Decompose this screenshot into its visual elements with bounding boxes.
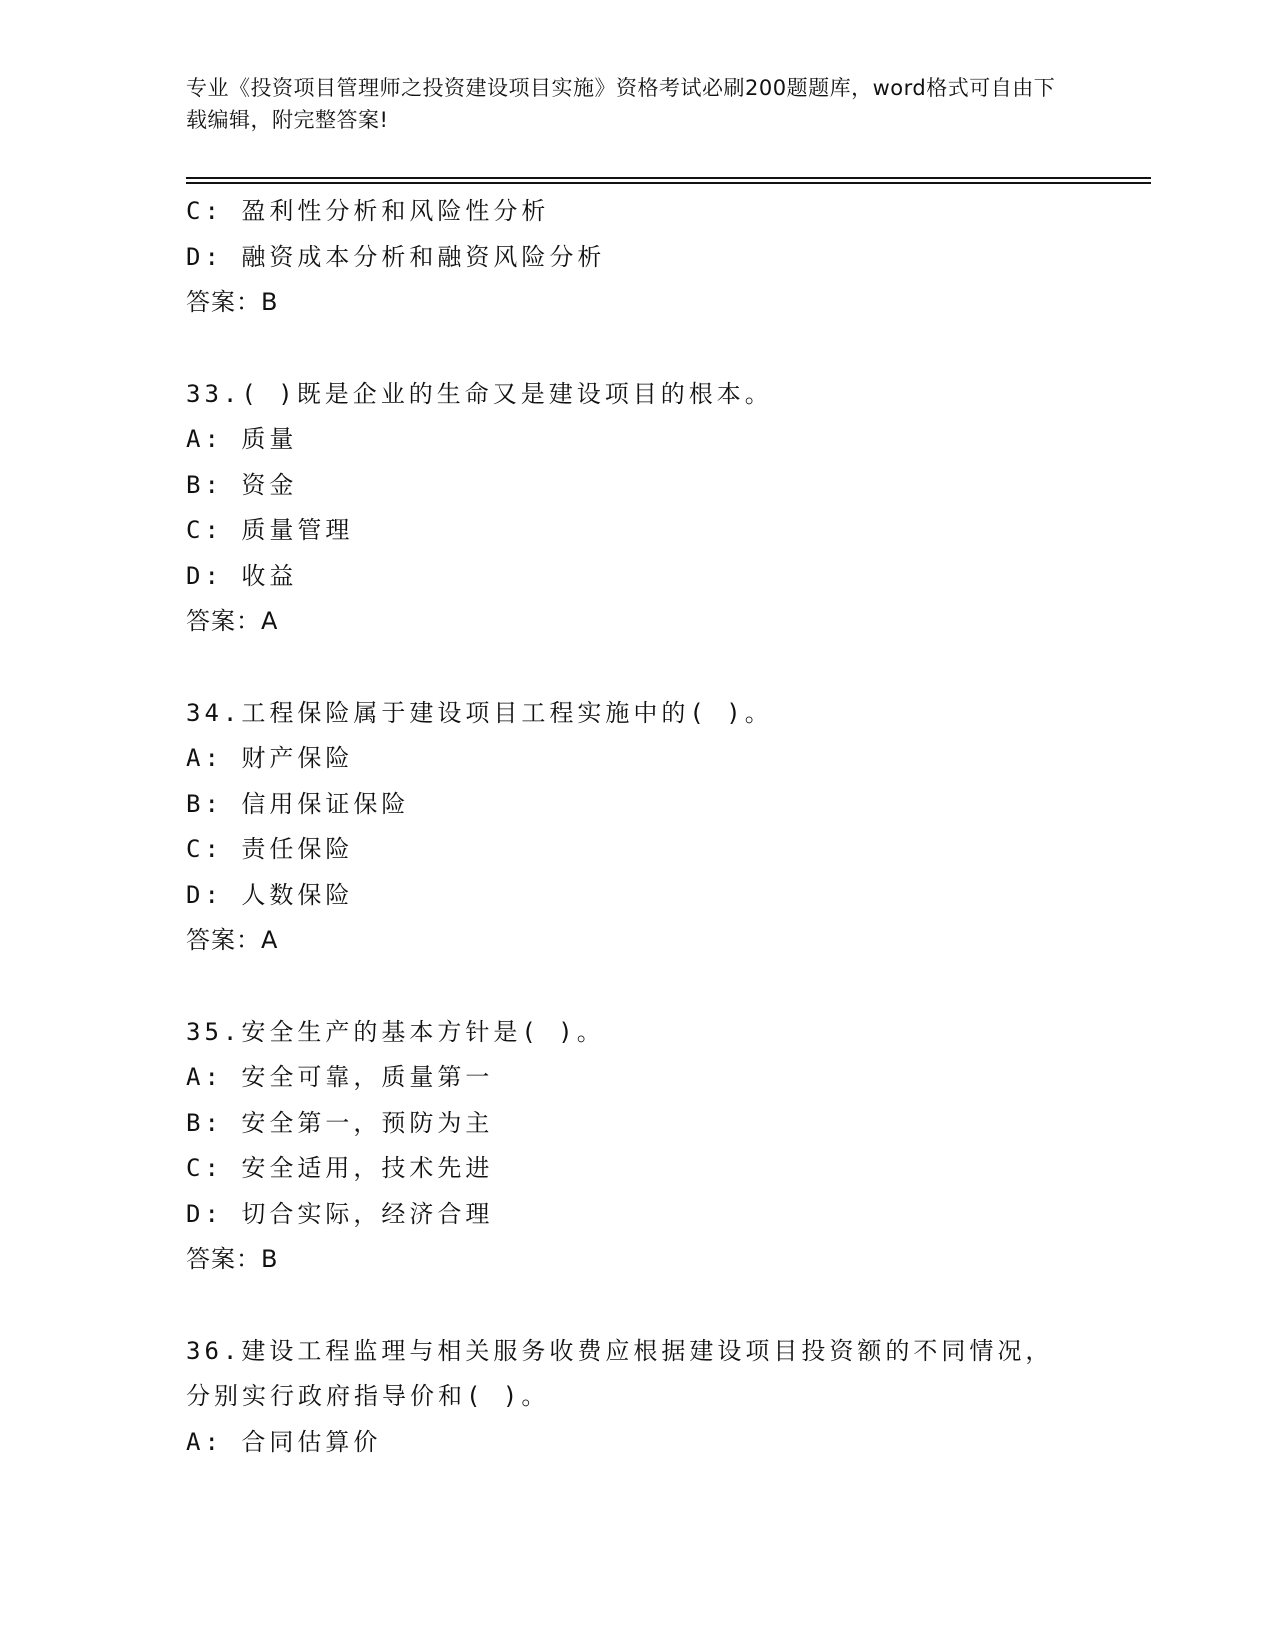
spacer — [186, 964, 1086, 1010]
option-d: D: 融资成本分析和融资风险分析 — [186, 242, 606, 271]
option-c: C: 质量管理 — [186, 516, 354, 544]
spacer — [186, 326, 1086, 372]
answer: 答案：B — [186, 1245, 279, 1273]
option-a: A: 质量 — [186, 425, 298, 453]
option-d: D: 收益 — [186, 561, 298, 590]
option-c: C: 安全适用，技术先进 — [186, 1154, 494, 1182]
option-c: C: 责任保险 — [186, 835, 354, 863]
answer: 答案：A — [186, 607, 279, 635]
header-rule-bottom — [186, 182, 1151, 184]
header-rule-top — [186, 177, 1151, 179]
question-stem: 33.( )既是企业的生命又是建设项目的根本。 — [186, 379, 773, 408]
spacer — [186, 645, 1086, 691]
option-b: B: 信用保证保险 — [186, 789, 410, 818]
option-c: C: 盈利性分析和风险性分析 — [186, 197, 550, 225]
answer: 答案：B — [186, 288, 279, 316]
document-header: 专业《投资项目管理师之投资建设项目实施》资格考试必刷200题题库，word格式可自由下载编辑，附完整答案! — [186, 76, 1056, 132]
option-b: B: 资金 — [186, 470, 298, 499]
option-a: A: 财产保险 — [186, 744, 354, 772]
question-34 — [186, 691, 1086, 964]
question-32-continuation — [186, 189, 1086, 326]
option-d: D: 人数保险 — [186, 880, 354, 909]
option-a: A: 合同估算价 — [186, 1427, 382, 1456]
question-stem: 34.工程保险属于建设项目工程实施中的( )。 — [186, 698, 773, 727]
question-stem-line-1: 36.建设工程监理与相关服务收费应根据建设项目投资额的不同情况， — [186, 1336, 1054, 1365]
answer: 答案：A — [186, 926, 279, 954]
question-33 — [186, 372, 1086, 645]
question-stem-line-2: 分别实行政府指导价和( )。 — [186, 1382, 550, 1410]
question-stem: 35.安全生产的基本方针是( )。 — [186, 1017, 605, 1046]
option-a: A: 安全可靠，质量第一 — [186, 1063, 494, 1091]
question-35 — [186, 1010, 1086, 1283]
spacer — [186, 1283, 1086, 1329]
question-content — [186, 189, 1086, 1465]
option-b: B: 安全第一，预防为主 — [186, 1108, 494, 1137]
question-36 — [186, 1329, 1086, 1466]
option-d: D: 切合实际，经济合理 — [186, 1199, 494, 1228]
